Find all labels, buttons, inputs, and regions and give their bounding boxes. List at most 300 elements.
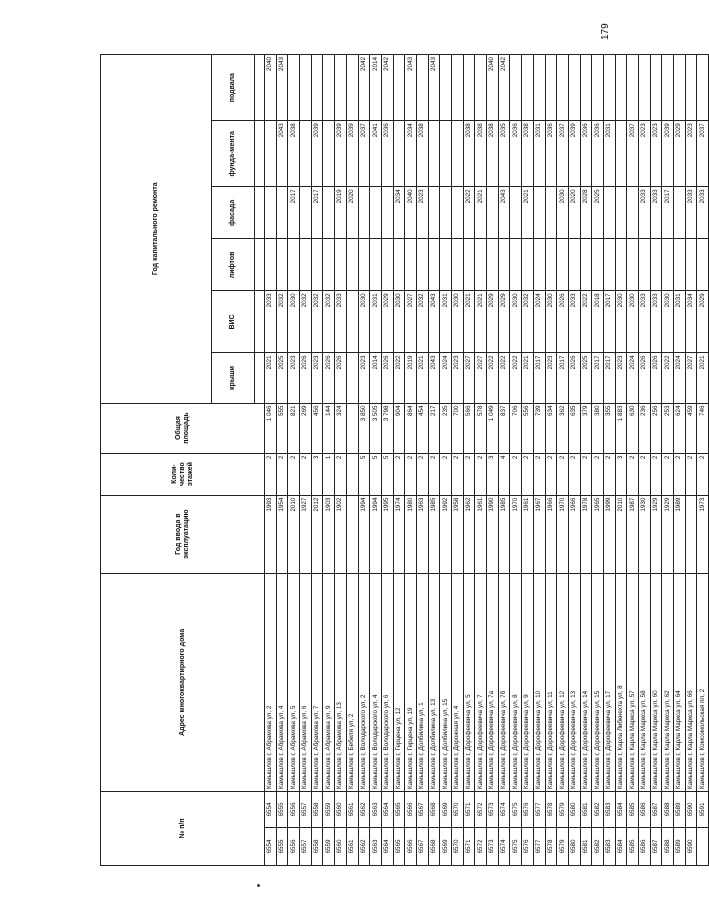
floors-cell: 5 — [370, 453, 382, 495]
num-cell: 6579 — [557, 827, 569, 865]
foundation-cell: 2039 — [568, 121, 580, 187]
roof-cell: 2023 — [311, 353, 323, 403]
table-row — [323, 55, 335, 866]
year-cell: 2010 — [615, 495, 627, 573]
lifts-cell — [674, 239, 686, 291]
facade-cell — [545, 187, 557, 239]
num-cell: 6586 — [639, 827, 651, 865]
vis-cell: 2033 — [568, 291, 580, 353]
lifts-cell — [440, 239, 452, 291]
table-row — [393, 55, 405, 866]
area-cell: 864 — [405, 403, 417, 453]
address-cell: Камышлов г, Абрамова ул, 4 — [276, 573, 288, 791]
address-cell: Камышлов г, Дорофеевича ул, 15 — [592, 573, 604, 791]
address-cell: Камышлов г, Комсомольская пл, 2 — [697, 573, 709, 791]
foundation-cell: 2037 — [627, 121, 639, 187]
foundation-cell: 2031 — [533, 121, 545, 187]
floors-cell: 2 — [393, 453, 405, 495]
address-cell: Камышлов г, Карла Маркса ул, 66 — [685, 573, 697, 791]
basement-cell — [697, 55, 709, 121]
vis-cell: 2030 — [662, 291, 674, 353]
basement-cell — [335, 55, 347, 121]
area-cell: 700 — [452, 403, 464, 453]
year-cell: 1970 — [510, 495, 522, 573]
area-cell: 578 — [475, 403, 487, 453]
header-lifts: лифтов — [212, 239, 255, 291]
roof-cell: 2021 — [416, 353, 428, 403]
basement-cell — [685, 55, 697, 121]
table-row — [487, 55, 499, 866]
year-cell: 1930 — [639, 495, 651, 573]
foundation-cell — [452, 121, 464, 187]
foundation-cell: 2038 — [288, 121, 300, 187]
year-cell: 1995 — [381, 495, 393, 573]
id-cell: 6555 — [276, 791, 288, 827]
basement-cell: 2042 — [358, 55, 370, 121]
roof-cell: 2021 — [265, 353, 277, 403]
subheader-blank — [255, 353, 265, 403]
area-cell: 1 046 — [265, 403, 277, 453]
num-cell: 6572 — [475, 827, 487, 865]
num-cell: 6566 — [405, 827, 417, 865]
basement-cell: 2040 — [487, 55, 499, 121]
id-cell: 6564 — [381, 791, 393, 827]
floors-cell: 2 — [627, 453, 639, 495]
floors-cell: 2 — [440, 453, 452, 495]
foundation-cell — [440, 121, 452, 187]
vis-cell: 2032 — [416, 291, 428, 353]
num-cell: 6590 — [685, 827, 697, 865]
year-cell: 1903 — [323, 495, 335, 573]
vis-cell: 2032 — [276, 291, 288, 353]
basement-cell — [603, 55, 615, 121]
address-cell: Камышлов г, Бебеля ул, 2 — [346, 573, 358, 791]
area-cell: 821 — [288, 403, 300, 453]
floors-cell: 2 — [335, 453, 347, 495]
roof-cell: 2024 — [674, 353, 686, 403]
year-cell: 1954 — [276, 495, 288, 573]
floors-cell: 2 — [300, 453, 312, 495]
num-cell: 6577 — [533, 827, 545, 865]
roof-cell: 2024 — [440, 353, 452, 403]
id-cell: 6584 — [615, 791, 627, 827]
id-cell: 6589 — [674, 791, 686, 827]
table-row — [627, 55, 639, 866]
address-cell: Камышлов г, Карла Маркса ул, 57 — [627, 573, 639, 791]
vis-cell: 2032 — [323, 291, 335, 353]
num-cell: 6560 — [335, 827, 347, 865]
area-cell: 253 — [662, 403, 674, 453]
year-cell: 1987 — [627, 495, 639, 573]
lifts-cell — [416, 239, 428, 291]
table-row — [650, 55, 662, 866]
foundation-cell: 2031 — [603, 121, 615, 187]
area-cell: 379 — [580, 403, 592, 453]
facade-cell: 2033 — [639, 187, 651, 239]
foundation-cell: 2038 — [475, 121, 487, 187]
header-floors: Коли-чество этажей — [101, 453, 265, 495]
floors-cell: 2 — [557, 453, 569, 495]
basement-cell — [580, 55, 592, 121]
lifts-cell — [592, 239, 604, 291]
facade-cell — [627, 187, 639, 239]
vis-cell: 2033 — [335, 291, 347, 353]
facade-cell: 2034 — [393, 187, 405, 239]
subheader-blank — [255, 239, 265, 291]
floors-cell: 2 — [416, 453, 428, 495]
facade-cell: 2028 — [580, 187, 592, 239]
table-row — [498, 55, 510, 866]
id-cell: 6581 — [580, 791, 592, 827]
foundation-cell: 2039 — [662, 121, 674, 187]
num-cell: 6569 — [440, 827, 452, 865]
foundation-cell: 2039 — [346, 121, 358, 187]
vis-cell: 2030 — [452, 291, 464, 353]
address-cell: Камышлов г, Карла Маркса ул, 64 — [674, 573, 686, 791]
table-row — [639, 55, 651, 866]
year-cell: 1999 — [603, 495, 615, 573]
vis-cell: 2021 — [463, 291, 475, 353]
area-cell: 566 — [463, 403, 475, 453]
vis-cell: 2029 — [498, 291, 510, 353]
basement-cell — [510, 55, 522, 121]
lifts-cell — [533, 239, 545, 291]
basement-cell — [463, 55, 475, 121]
header-roof: крыши — [212, 353, 255, 403]
table-row — [440, 55, 452, 866]
basement-cell — [393, 55, 405, 121]
foundation-cell: 2023 — [685, 121, 697, 187]
floors-cell: 2 — [522, 453, 534, 495]
floors-cell — [346, 453, 358, 495]
table-row — [674, 55, 686, 866]
vis-cell: 2032 — [522, 291, 534, 353]
basement-cell — [545, 55, 557, 121]
roof-cell: 2025 — [580, 353, 592, 403]
roof-cell: 2043 — [428, 353, 440, 403]
address-cell: Камышлов г, Карла Маркса ул, 58 — [639, 573, 651, 791]
floors-cell: 2 — [603, 453, 615, 495]
address-cell: Камышлов г, Володарского ул, 6 — [381, 573, 393, 791]
vis-cell: 2032 — [300, 291, 312, 353]
address-cell: Камышлов г, Абрамова ул, 13 — [335, 573, 347, 791]
roof-cell: 2021 — [697, 353, 709, 403]
roof-cell: 2027 — [685, 353, 697, 403]
facade-cell: 2033 — [697, 187, 709, 239]
facade-cell — [370, 187, 382, 239]
basement-cell — [323, 55, 335, 121]
basement-cell — [475, 55, 487, 121]
area-cell: 459 — [685, 403, 697, 453]
id-cell: 6556 — [288, 791, 300, 827]
subheader-blank — [255, 55, 265, 121]
foundation-cell: 2023 — [650, 121, 662, 187]
roof-cell: 2023 — [288, 353, 300, 403]
year-cell: 1929 — [662, 495, 674, 573]
vis-cell: 2034 — [685, 291, 697, 353]
num-cell: 6585 — [627, 827, 639, 865]
facade-cell: 2021 — [522, 187, 534, 239]
foundation-cell: 2037 — [697, 121, 709, 187]
page-number: 179 — [600, 23, 611, 40]
num-cell: 6562 — [358, 827, 370, 865]
address-cell: Камышлов г, Володарского ул, 2 — [358, 573, 370, 791]
num-cell: 6583 — [603, 827, 615, 865]
year-cell: 1974 — [393, 495, 405, 573]
vis-cell: 2033 — [639, 291, 651, 353]
foundation-cell: 2038 — [522, 121, 534, 187]
foundation-cell: 2038 — [487, 121, 499, 187]
floors-cell: 2 — [674, 453, 686, 495]
lifts-cell — [452, 239, 464, 291]
address-cell: Камышлов г, Абрамова ул, 6 — [300, 573, 312, 791]
basement-cell — [416, 55, 428, 121]
lifts-cell — [662, 239, 674, 291]
vis-cell: 2033 — [650, 291, 662, 353]
lifts-cell — [323, 239, 335, 291]
basement-cell: 2040 — [265, 55, 277, 121]
basement-cell — [639, 55, 651, 121]
header-area: Общая площадь — [101, 403, 265, 453]
roof-cell: 2023 — [358, 353, 370, 403]
facade-cell — [265, 187, 277, 239]
id-cell: 6572 — [475, 791, 487, 827]
foundation-cell: 2023 — [639, 121, 651, 187]
id-cell: 6568 — [428, 791, 440, 827]
foundation-cell: 2037 — [358, 121, 370, 187]
address-cell: Камышлов г, Абрамова ул, 9 — [323, 573, 335, 791]
roof-cell: 2024 — [627, 353, 639, 403]
roof-cell: 2026 — [323, 353, 335, 403]
id-cell: 6585 — [627, 791, 639, 827]
facade-cell — [428, 187, 440, 239]
floors-cell: 3 — [615, 453, 627, 495]
basement-cell: 2043 — [405, 55, 417, 121]
table-row — [335, 55, 347, 866]
table-row — [510, 55, 522, 866]
area-cell: 556 — [522, 403, 534, 453]
foundation-cell — [615, 121, 627, 187]
lifts-cell — [498, 239, 510, 291]
floors-cell: 2 — [405, 453, 417, 495]
header-year: Год ввода в эксплуатацию — [101, 495, 265, 573]
year-cell: 1902 — [335, 495, 347, 573]
id-cell: 6586 — [639, 791, 651, 827]
foundation-cell — [265, 121, 277, 187]
floors-cell: 5 — [358, 453, 370, 495]
roof-cell: 2022 — [510, 353, 522, 403]
facade-cell: 2020 — [346, 187, 358, 239]
year-cell: 1992 — [440, 495, 452, 573]
year-cell: 1962 — [463, 495, 475, 573]
table-row — [685, 55, 697, 866]
table-row — [463, 55, 475, 866]
facade-cell: 2033 — [685, 187, 697, 239]
vis-cell: 2018 — [592, 291, 604, 353]
facade-cell — [300, 187, 312, 239]
id-cell: 6591 — [697, 791, 709, 827]
facade-cell — [603, 187, 615, 239]
header-vis: ВИС — [212, 291, 255, 353]
lifts-cell — [522, 239, 534, 291]
id-cell: 6587 — [650, 791, 662, 827]
lifts-cell — [568, 239, 580, 291]
floors-cell: 2 — [545, 453, 557, 495]
table-row — [288, 55, 300, 866]
num-cell: 6582 — [592, 827, 604, 865]
facade-cell: 2033 — [650, 187, 662, 239]
floors-cell: 5 — [381, 453, 393, 495]
foundation-cell: 2041 — [370, 121, 382, 187]
lifts-cell — [639, 239, 651, 291]
facade-cell: 2019 — [335, 187, 347, 239]
floors-cell: 2 — [475, 453, 487, 495]
area-cell: 456 — [311, 403, 323, 453]
floors-cell: 2 — [592, 453, 604, 495]
table-row — [568, 55, 580, 866]
foundation-cell — [323, 121, 335, 187]
lifts-cell — [265, 239, 277, 291]
roof-cell: 2019 — [405, 353, 417, 403]
roof-cell — [346, 353, 358, 403]
id-cell: 6583 — [603, 791, 615, 827]
floors-cell: 2 — [685, 453, 697, 495]
year-cell: 1985 — [428, 495, 440, 573]
address-cell: Камышлов г, Дорофеевича ул, 10 — [533, 573, 545, 791]
table-row — [276, 55, 288, 866]
floors-cell: 2 — [265, 453, 277, 495]
area-cell: 235 — [440, 403, 452, 453]
foundation-cell: 2037 — [557, 121, 569, 187]
num-cell: 6564 — [381, 827, 393, 865]
table-row — [580, 55, 592, 866]
address-cell: Камышлов г, Абрамова ул, 7 — [311, 573, 323, 791]
roof-cell: 2027 — [463, 353, 475, 403]
roof-cell: 2017 — [557, 353, 569, 403]
address-cell: Камышлов г, Дорофеевича ул, 9 — [522, 573, 534, 791]
num-cell: 6581 — [580, 827, 592, 865]
foundation-cell — [300, 121, 312, 187]
floors-cell: 2 — [697, 453, 709, 495]
id-cell: 6558 — [311, 791, 323, 827]
id-cell: 6565 — [393, 791, 405, 827]
facade-cell: 2043 — [498, 187, 510, 239]
floors-cell: 2 — [662, 453, 674, 495]
rotated-table-container — [100, 54, 706, 866]
facade-cell: 2017 — [662, 187, 674, 239]
num-cell: 6557 — [300, 827, 312, 865]
year-cell: 1994 — [358, 495, 370, 573]
table-row — [603, 55, 615, 866]
subheader-blank — [255, 187, 265, 239]
roof-cell: 2026 — [650, 353, 662, 403]
floors-cell: 3 — [311, 453, 323, 495]
floors-cell: 2 — [452, 453, 464, 495]
roof-cell: 2026 — [568, 353, 580, 403]
address-cell: Камышлов г, Дорофеевича ул, 7а — [487, 573, 499, 791]
num-cell: 6555 — [276, 827, 288, 865]
floors-cell: 2 — [639, 453, 651, 495]
basement-cell — [615, 55, 627, 121]
num-cell: 6565 — [393, 827, 405, 865]
address-cell: Камышлов г, Дорофеевича ул, 13 — [568, 573, 580, 791]
id-cell: 6569 — [440, 791, 452, 827]
area-cell: 837 — [498, 403, 510, 453]
id-cell: 6570 — [452, 791, 464, 827]
year-cell: 1958 — [452, 495, 464, 573]
num-cell: 6556 — [288, 827, 300, 865]
year-cell: 1970 — [557, 495, 569, 573]
year-cell: 1980 — [405, 495, 417, 573]
facade-cell — [533, 187, 545, 239]
lifts-cell — [580, 239, 592, 291]
floors-cell: 4 — [498, 453, 510, 495]
id-cell: 6562 — [358, 791, 370, 827]
basement-cell — [311, 55, 323, 121]
address-cell: Камышлов г, Герцена ул, 19 — [405, 573, 417, 791]
id-cell: 6578 — [545, 791, 557, 827]
area-cell: 739 — [533, 403, 545, 453]
facade-cell — [323, 187, 335, 239]
basement-cell — [650, 55, 662, 121]
area-cell: 746 — [697, 403, 709, 453]
header-basement: подвала — [212, 55, 255, 121]
table-row — [265, 55, 277, 866]
address-cell: Камышлов г, Дорофеевича ул, 5 — [463, 573, 475, 791]
lifts-cell — [650, 239, 662, 291]
roof-cell: 2025 — [276, 353, 288, 403]
facade-cell: 2030 — [557, 187, 569, 239]
header-foundation: фунда-мента — [212, 121, 255, 187]
facade-cell — [487, 187, 499, 239]
basement-cell: 2042 — [381, 55, 393, 121]
table-row — [697, 55, 709, 866]
foundation-cell: 2039 — [335, 121, 347, 187]
lifts-cell — [358, 239, 370, 291]
foundation-cell: 2039 — [311, 121, 323, 187]
address-cell: Камышлов г, Карла Маркса ул, 62 — [662, 573, 674, 791]
floors-cell: 2 — [533, 453, 545, 495]
year-cell: 1927 — [300, 495, 312, 573]
basement-cell — [592, 55, 604, 121]
table-row — [358, 55, 370, 866]
vis-cell: 2031 — [674, 291, 686, 353]
facade-cell — [358, 187, 370, 239]
address-cell: Камышлов г, Карла Либкнехта ул, 8 — [615, 573, 627, 791]
year-cell: 1961 — [522, 495, 534, 573]
id-cell: 6567 — [416, 791, 428, 827]
foundation-cell — [428, 121, 440, 187]
address-cell: Камышлов г, Абрамова ул, 2 — [265, 573, 277, 791]
area-cell: 635 — [568, 403, 580, 453]
foundation-cell: 2036 — [545, 121, 557, 187]
header-num: № п/п — [101, 791, 265, 865]
id-cell: 6559 — [323, 791, 335, 827]
year-cell: 1985 — [498, 495, 510, 573]
id-cell: 6566 — [405, 791, 417, 827]
area-cell: 256 — [650, 403, 662, 453]
id-cell: 6579 — [557, 791, 569, 827]
area-cell: 324 — [335, 403, 347, 453]
id-cell: 6590 — [685, 791, 697, 827]
id-cell: 6554 — [265, 791, 277, 827]
facade-cell — [615, 187, 627, 239]
area-cell: 706 — [510, 403, 522, 453]
address-cell: Камышлов г, Долбилина ул, 15 — [440, 573, 452, 791]
roof-cell: 2026 — [639, 353, 651, 403]
basement-cell: 2014 — [370, 55, 382, 121]
table-row — [522, 55, 534, 866]
